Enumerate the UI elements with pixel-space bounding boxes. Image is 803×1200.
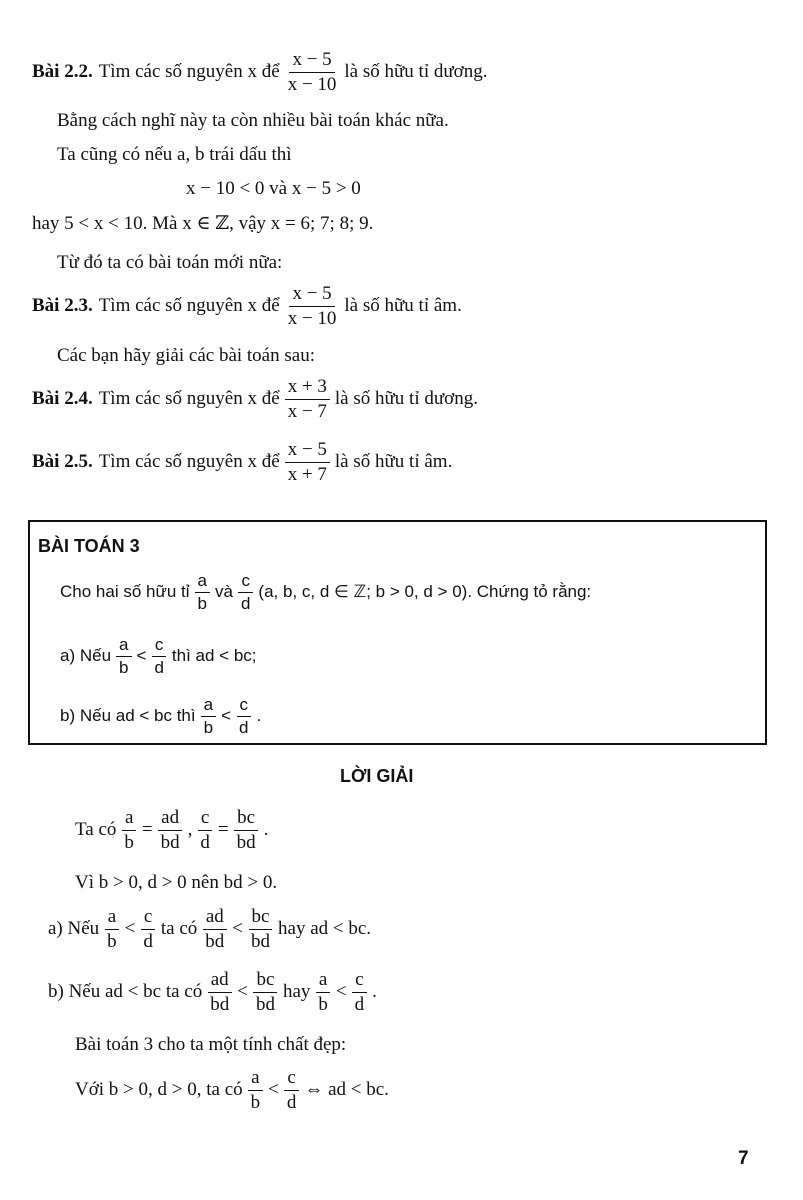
fraction: $\frac{c}{d}$ bbox=[197, 808, 213, 853]
paragraph: hay 5 < x < 10. Mà x ∈ ℤ, vậy x = 6; 7; 8; 9. bbox=[32, 213, 374, 234]
solution-part-a: a) Nếu $\frac{a}{b}$ < $\frac{c}{d}$ ta có $\frac{ad}{bd}$ < $\frac{bc}{bd}$ hay ad < bc. bbox=[48, 906, 372, 952]
exercise-text: Tìm các số nguyên x để bbox=[98, 451, 280, 473]
fraction: $\frac{a}{b}$ bbox=[195, 572, 210, 613]
paragraph: Các bạn hãy giải các bài toán sau: bbox=[57, 345, 315, 366]
page-number: 7 bbox=[738, 1148, 749, 1169]
fraction: $\frac{ad}{bd}$ bbox=[158, 808, 183, 853]
paragraph: Từ đó ta có bài toán mới nữa: bbox=[57, 252, 283, 273]
exercise-2-3 bbox=[32, 284, 462, 329]
exercise-text: là số hữu tỉ âm. bbox=[334, 451, 453, 473]
solution-step-2: Vì b > 0, d > 0 nên bd > 0. bbox=[75, 872, 278, 893]
exercise-text: là số hữu tỉ dương. bbox=[344, 61, 488, 83]
solution-part-b: b) Nếu ad < bc ta có $\frac{ad}{bd}$ < $\frac{bc}{bd}$ hay $\frac{a}{b}$ < $\frac{c}{d}$ . bbox=[48, 969, 377, 1015]
solution-remark: Bài toán 3 cho ta một tính chất đẹp: bbox=[75, 1034, 347, 1055]
fraction: $\frac{bc}{bd}$ bbox=[248, 907, 273, 952]
fraction: $\frac{c}{d}$ bbox=[236, 696, 251, 737]
fraction: $\frac{a}{b}$ bbox=[104, 907, 120, 952]
paragraph: Bằng cách nghĩ này ta còn nhiều bài toán khác nữa. bbox=[57, 110, 449, 131]
inequality: x − 10 < 0 và x − 5 > 0 bbox=[186, 178, 361, 199]
exercise-text: Tìm các số nguyên x để bbox=[98, 388, 280, 410]
solution-property: Với b > 0, d > 0, ta có $\frac{a}{b}$ < $\frac{c}{d}$ ⇔ ad < bc. bbox=[75, 1067, 389, 1113]
problem-3-box bbox=[28, 520, 767, 745]
exercise-label: Bài 2.5. bbox=[32, 451, 93, 473]
exercise-2-4 bbox=[32, 377, 478, 422]
exercise-text: Tìm các số nguyên x để bbox=[98, 295, 280, 317]
problem-statement: Cho hai số hữu tỉ $\frac{a}{b}$ và $\frac{c}{d}$ (a, b, c, d ∈ ℤ; b > 0, d > 0). Chứng tỏ rằng: bbox=[60, 571, 592, 613]
fraction: $\frac{c}{d}$ bbox=[140, 907, 156, 952]
problem-part-b: b) Nếu ad < bc thì $\frac{a}{b}$ < $\frac{c}{d}$ . bbox=[60, 695, 262, 737]
exercise-text: là số hữu tỉ dương. bbox=[334, 388, 478, 410]
fraction: $\frac{x + 3}{x - 7}$ bbox=[285, 377, 330, 422]
solution-title: LỜI GIẢI bbox=[340, 766, 414, 786]
fraction: $\frac{c}{d}$ bbox=[151, 636, 166, 677]
fraction: $\frac{bc}{bd}$ bbox=[234, 808, 259, 853]
fraction: $\frac{x - 5}{x - 10}$ bbox=[287, 49, 337, 95]
fraction: $\frac{ad}{bd}$ bbox=[202, 907, 227, 952]
fraction: $\frac{ad}{bd}$ bbox=[207, 970, 232, 1015]
fraction: $\frac{x - 5}{x - 10}$ bbox=[287, 283, 337, 329]
fraction: $\frac{a}{b}$ bbox=[121, 808, 137, 853]
fraction: $\frac{c}{d}$ bbox=[352, 970, 368, 1015]
fraction: $\frac{a}{b}$ bbox=[116, 636, 131, 677]
exercise-text: là số hữu tỉ âm. bbox=[344, 295, 462, 317]
fraction: $\frac{bc}{bd}$ bbox=[253, 970, 278, 1015]
solution-step-1: Ta có $\frac{a}{b}$ = $\frac{ad}{bd}$ , $\frac{c}{d}$ = $\frac{bc}{bd}$ . bbox=[75, 807, 269, 853]
exercise-2-2 bbox=[32, 50, 487, 95]
fraction: $\frac{a}{b}$ bbox=[248, 1068, 264, 1113]
problem-part-a: a) Nếu $\frac{a}{b}$ < $\frac{c}{d}$ thì ad < bc; bbox=[60, 635, 257, 677]
exercise-text: Tìm các số nguyên x để bbox=[98, 61, 280, 83]
problem-title: BÀI TOÁN 3 bbox=[38, 536, 140, 556]
fraction: $\frac{c}{d}$ bbox=[238, 572, 253, 613]
exercise-2-5 bbox=[32, 440, 452, 485]
fraction: $\frac{a}{b}$ bbox=[315, 970, 331, 1015]
exercise-label: Bài 2.3. bbox=[32, 295, 93, 317]
exercise-label: Bài 2.2. bbox=[32, 61, 93, 83]
exercise-label: Bài 2.4. bbox=[32, 388, 93, 410]
fraction: $\frac{a}{b}$ bbox=[201, 696, 216, 737]
fraction: $\frac{x - 5}{x + 7}$ bbox=[285, 440, 330, 485]
fraction: $\frac{c}{d}$ bbox=[284, 1068, 300, 1113]
paragraph: Ta cũng có nếu a, b trái dấu thì bbox=[57, 144, 292, 165]
